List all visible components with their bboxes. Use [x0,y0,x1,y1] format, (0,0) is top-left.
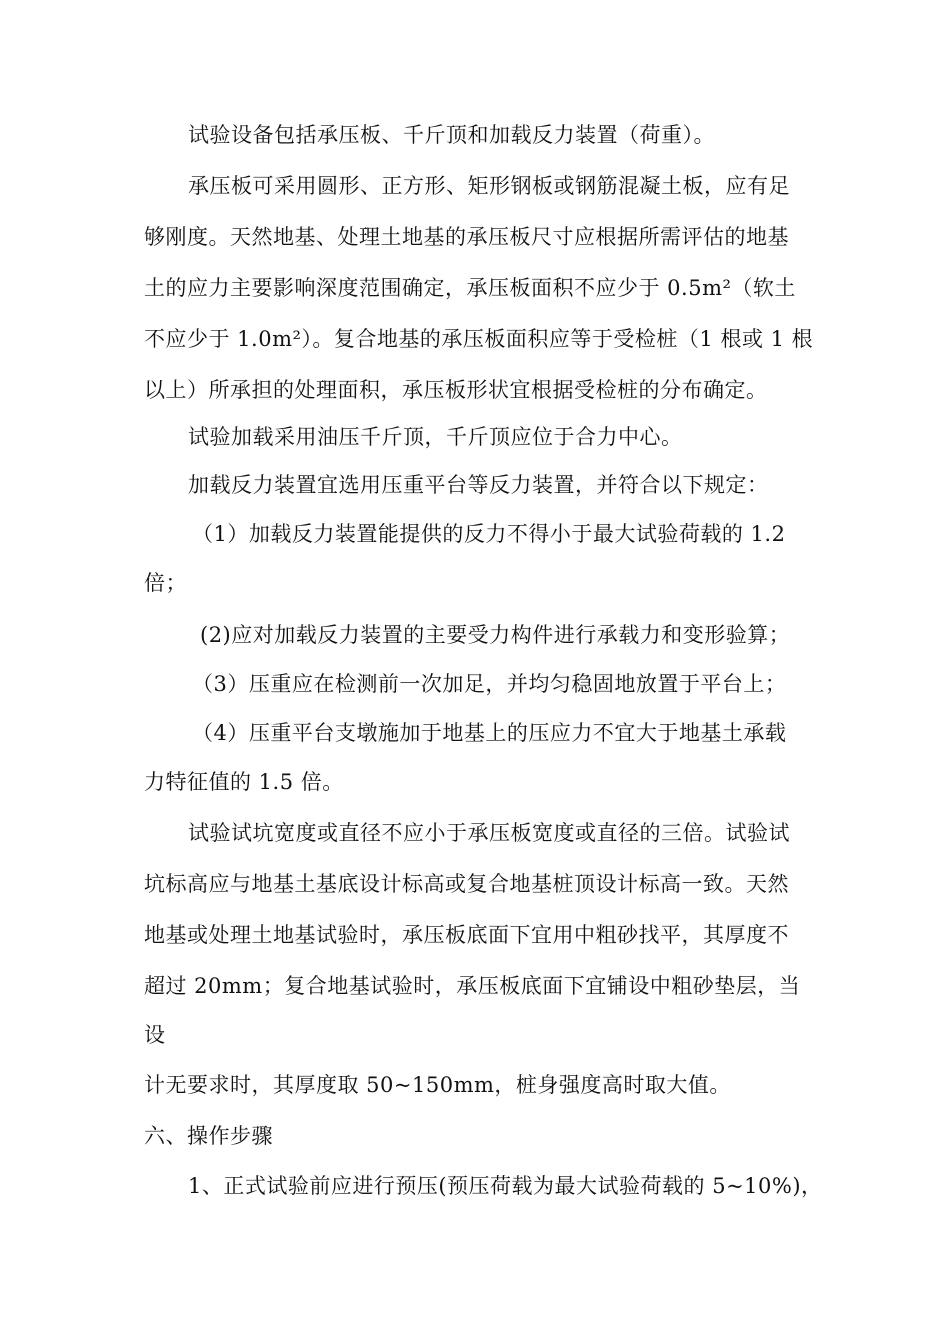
text-line: 力特征值的 1.5 倍。 [144,770,344,794]
text-line: 1、正式试验前应进行预压(预压荷载为最大试验荷载的 5~10%)， [188,1174,823,1198]
text-line: 承压板可采用圆形、正方形、矩形钢板或钢筋混凝土板，应有足 [188,174,790,198]
text-line: 试验加载采用油压千斤顶，千斤顶应位于合力中心。 [188,425,683,449]
text-line: 够刚度。天然地基、处理土地基的承压板尺寸应根据所需评估的地基 [144,225,789,249]
text-line: 以上）所承担的处理面积，承压板形状宜根据受检桩的分布确定。 [144,378,768,402]
text-line: 土的应力主要影响深度范围确定，承压板面积不应少于 0.5m²（软土 [144,276,796,300]
list-item: （3）压重应在检测前一次加足，并均匀稳固地放置于平台上； [192,672,787,696]
text-line: 加载反力装置宜选用压重平台等反力装置，并符合以下规定： [188,473,769,497]
list-item: （4）压重平台支墩施加于地基上的压应力不宜大于地基土承载 [192,721,787,745]
list-item: （1）加载反力装置能提供的反力不得小于最大试验荷载的 1.2 [192,522,786,546]
text-line: 坑标高应与地基土基底设计标高或复合地基桩顶设计标高一致。天然 [144,872,789,896]
text-line: 设 [144,1023,166,1047]
text-line: 倍； [144,571,187,595]
section-heading: 六、操作步骤 [144,1124,273,1148]
list-item: (2)应对加载反力装置的主要受力构件进行承载力和变形验算； [200,623,791,647]
text-line: 不应少于 1.0m²）。复合地基的承压板面积应等于受检桩（1 根或 1 根 [144,327,814,351]
text-line: 计无要求时，其厚度取 50~150mm，桩身强度高时取大值。 [144,1073,731,1097]
text-line: 试验试坑宽度或直径不应小于承压板宽度或直径的三倍。试验试 [188,821,790,845]
text-line: 超过 20mm；复合地基试验时，承压板底面下宜铺设中粗砂垫层，当 [144,974,801,998]
text-line: 地基或处理土地基试验时，承压板底面下宜用中粗砂找平，其厚度不 [144,923,789,947]
text-line: 试验设备包括承压板、千斤顶和加载反力装置（荷重）。 [188,123,715,147]
